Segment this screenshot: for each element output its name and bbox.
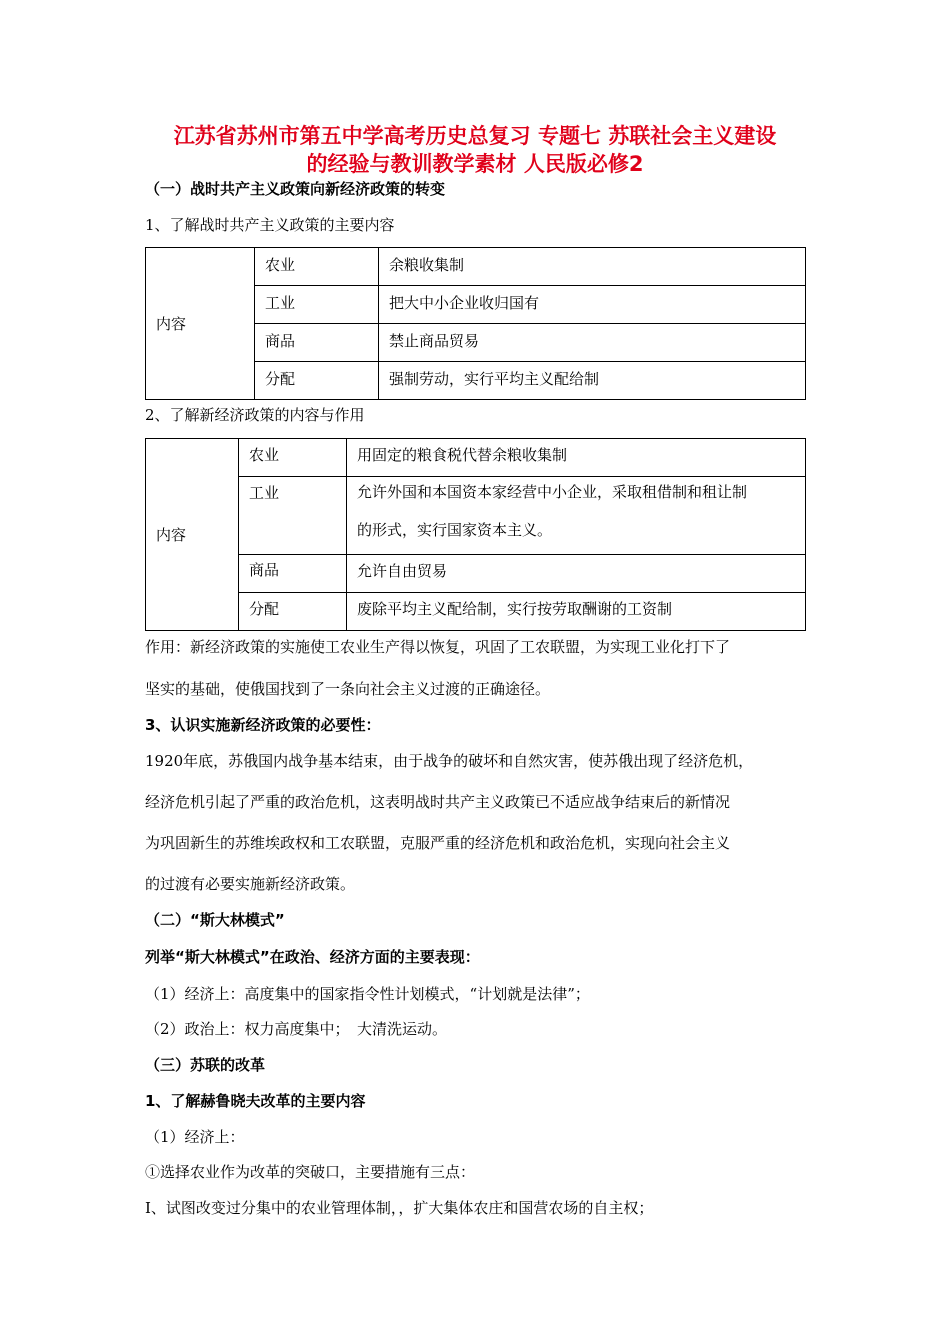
table2-key: 农业 xyxy=(239,439,347,477)
table1-key: 农业 xyxy=(255,248,379,286)
table2-value-line2: 的形式，实行国家资本主义。 xyxy=(357,521,553,539)
table1-key: 分配 xyxy=(255,362,379,400)
section1-question1: 1、了解战时共产主义政策的主要内容 xyxy=(145,216,395,234)
table2-key: 商品 xyxy=(239,555,347,593)
necessity-line: 为巩固新生的苏维埃政权和工农联盟，克服严重的经济危机和政治危机，实现向社会主义 xyxy=(145,834,731,852)
table2-value-line1: 允许外国和本国资本家经营中小企业，采取租借制和租让制 xyxy=(357,483,748,501)
table1-key: 商品 xyxy=(255,324,379,362)
table1-key: 工业 xyxy=(255,286,379,324)
table2-value: 废除平均主义配给制，实行按劳取酬谢的工资制 xyxy=(347,593,806,631)
wartime-communism-table xyxy=(145,247,806,400)
section3-economy: （1）经济上： xyxy=(145,1128,245,1146)
section3-heading: （三）苏联的改革 xyxy=(145,1056,266,1074)
section1-heading: （一）战时共产主义政策向新经济政策的转变 xyxy=(145,180,446,198)
effect-line1: 作用：新经济政策的实施使工农业生产得以恢复，巩固了工农联盟，为实现工业化打下了 xyxy=(145,638,731,656)
table2-row-header: 内容 xyxy=(146,439,239,631)
table1-value: 余粮收集制 xyxy=(379,248,806,286)
section1-question3: 3、认识实施新经济政策的必要性： xyxy=(145,716,381,734)
effect-line2: 坚实的基础，使俄国找到了一条向社会主义过渡的正确途径。 xyxy=(145,680,551,698)
necessity-line: 的过渡有必要实施新经济政策。 xyxy=(145,875,356,893)
table2-value: 允许自由贸易 xyxy=(347,555,806,593)
table1-row-header: 内容 xyxy=(146,248,255,400)
nep-table xyxy=(145,438,806,631)
necessity-line: 经济危机引起了严重的政治危机，这表明战时共产主义政策已不适应战争结束后的新情况 xyxy=(145,793,731,811)
section3-question1: 1、了解赫鲁晓夫改革的主要内容 xyxy=(145,1092,366,1110)
table2-key: 工业 xyxy=(239,477,347,555)
doc-title-line2: 的经验与教训教学素材 人民版必修2 xyxy=(306,152,644,176)
section3-item2: Ⅰ、试图改变过分集中的农业管理体制，，扩大集体农庄和国营农场的自主权； xyxy=(145,1199,654,1217)
doc-title-line1: 江苏省苏州市第五中学高考历史总复习 专题七 苏联社会主义建设 xyxy=(173,124,777,148)
section2-heading: （二）“斯大林模式” xyxy=(145,911,285,929)
table1-value: 强制劳动，实行平均主义配给制 xyxy=(379,362,806,400)
section2-economy: （1）经济上：高度集中的国家指令性计划模式，“计划就是法律”； xyxy=(145,985,590,1003)
section2-question: 列举“斯大林模式”在政治、经济方面的主要表现： xyxy=(145,948,480,966)
table1-value: 把大中小企业收归国有 xyxy=(379,286,806,324)
necessity-line: 1920年底，苏俄国内战争基本结束，由于战争的破坏和自然灾害，使苏俄出现了经济危机， xyxy=(145,752,754,770)
table1-value: 禁止商品贸易 xyxy=(379,324,806,362)
table2-value xyxy=(347,477,806,555)
table2-key: 分配 xyxy=(239,593,347,631)
section3-item1: ①选择农业作为改革的突破口，主要措施有三点： xyxy=(145,1163,476,1181)
table2-value: 用固定的粮食税代替余粮收集制 xyxy=(347,439,806,477)
section1-question2: 2、了解新经济政策的内容与作用 xyxy=(145,406,365,424)
section2-politics: （2）政治上：权力高度集中； 大清洗运动。 xyxy=(145,1020,448,1038)
